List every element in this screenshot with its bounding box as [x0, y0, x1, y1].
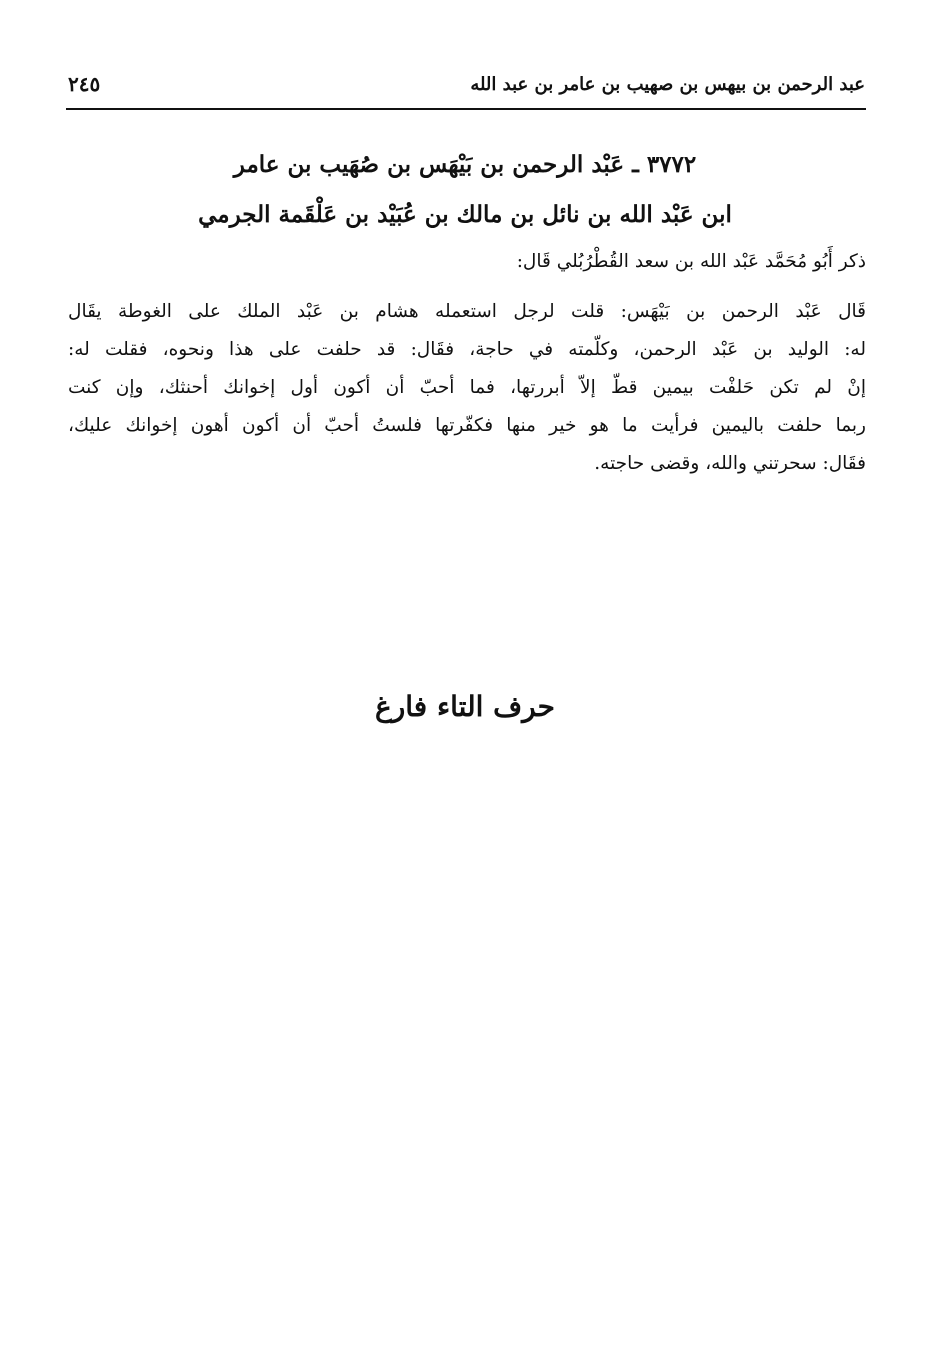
- header-divider: [66, 108, 866, 110]
- entry-heading: [140, 140, 790, 240]
- running-title: عبد الرحمن بن بيهس بن صهيب بن عامر بن عبد الله: [470, 74, 865, 95]
- paragraph-line: ربما حلفت باليمين فرأيت ما هو خير منها فكفّرتها فلستُ أحبّ أن أكون أهون إخوانك عليك،: [68, 415, 866, 436]
- paragraph-line: إنْ لم تكن حَلفْت بيمين قطّ إلاّ أبررتها، فما أحبّ أن أكون أول إخوانك أحنثك، وإن كنت: [68, 377, 866, 398]
- entry-intro: ذكر أَبُو مُحَمَّد عَبْد الله بن سعد القُطْرُبُلي قَال:: [516, 251, 866, 272]
- paragraph-line: قَال عَبْد الرحمن بن بَيْهَس: قلت لرجل استعمله هشام بن عَبْد الملك على الغوطة يقَال: [68, 301, 866, 322]
- running-header: [68, 70, 865, 106]
- entry-heading-line-1: ٣٧٧٢ ـ عَبْد الرحمن بن بَيْهَس بن صُهَيب بن عامر: [233, 151, 697, 178]
- entry-heading-line-2: ابن عَبْد الله بن نائل بن مالك بن عُبَيْد بن عَلْقَمة الجرمي: [198, 201, 732, 228]
- paragraph-line: فقَال: سحرتني والله، وقضى حاجته.: [594, 453, 866, 474]
- page-number: ٢٤٥: [68, 72, 101, 96]
- entry-body: [68, 243, 866, 483]
- paragraph-line: له: الوليد بن عَبْد الرحمن، وكلّمته في حاجة، فقَال: قد حلفت على هذا ونحوه، فقلت له:: [68, 339, 866, 360]
- chapter-note: حرف التاء فارغ: [375, 690, 555, 723]
- entry-paragraph: [68, 293, 866, 483]
